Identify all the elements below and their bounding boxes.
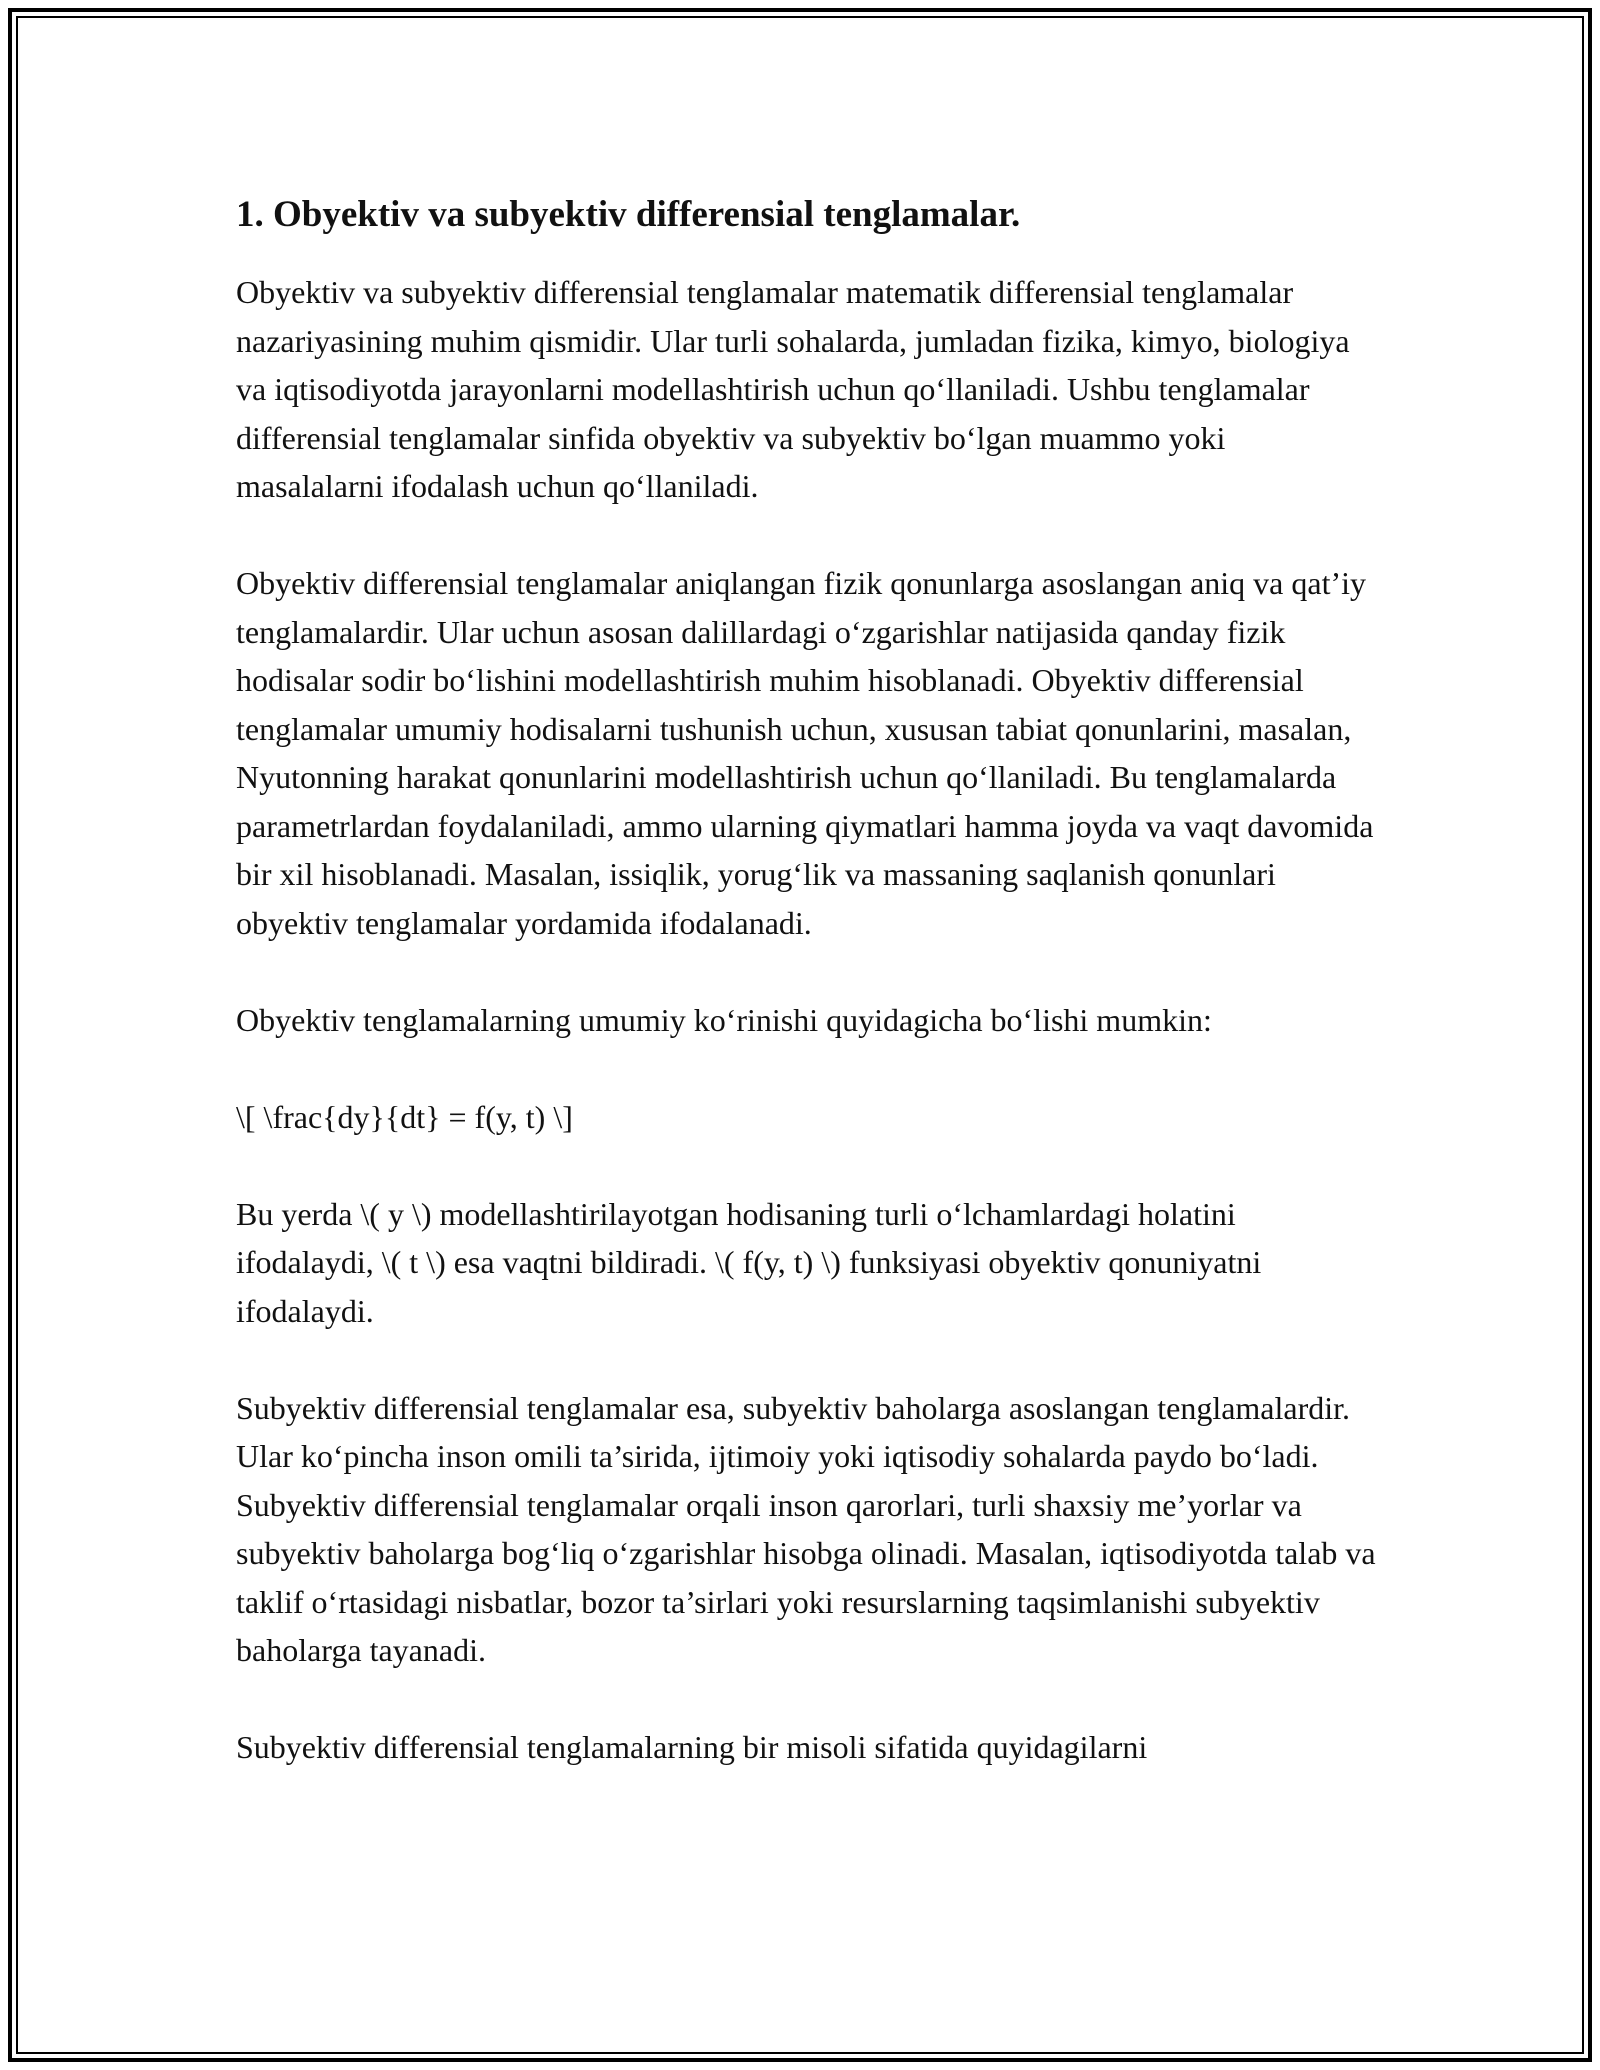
paragraph-general-form: Obyektiv tenglamalarning umumiy ko‘rinishi quyidagicha bo‘lishi mumkin: [236,1001,1212,1038]
section-heading: 1. Obyektiv va subyektiv differensial tenglamalar. [236,194,1021,235]
document-body [236,180,1376,1820]
equation-line: \[ \frac{dy}{dt} = f(y, t) \] [236,1098,573,1135]
paragraph-intro: Obyektiv va subyektiv differensial tenglamalar matematik differensial tenglamalar nazariyasining muhim qismidir. Ular turli sohalarda, jumladan fizika, kimyo, biologiya va iqtisodiyotda jarayonlarni modellashtirish uchun qo‘llaniladi. Ushbu tenglamalar differensial tenglamalar sinfida obyektiv va subyektiv bo‘lgan muammo yoki masalalarni ifodalash uchun qo‘llaniladi. [236,274,1350,504]
paragraph-subjective: Subyektiv differensial tenglamalar esa, subyektiv baholarga asoslangan tenglamalardir. Ular ko‘pincha inson omili ta’sirida, ijtimoiy yoki iqtisodiy sohalarda paydo bo‘ladi. Subyektiv differensial tenglamalar orqali inson qarorlari, turli shaxsiy me’yorlar va subyektiv baholarga bog‘liq o‘zgarishlar hisobga olinadi. Masalan, iqtisodiyotda talab va taklif o‘rtasidagi nisbatlar, bozor ta’sirlari yoki resurslarning taqsimlanishi subyektiv baholarga tayanadi. [236,1389,1376,1668]
paragraph-variables: Bu yerda \( y \) modellashtirilayotgan hodisaning turli o‘lchamlardagi holatini ifodalaydi, \( t \) esa vaqtni bildiradi. \( f(y, t) \) funksiyasi obyektiv qonuniyatni ifodalaydi. [236,1195,1262,1329]
paragraph-example: Subyektiv differensial tenglamalarning bir misoli sifatida quyidagilarni [236,1729,1148,1765]
paragraph-objective: Obyektiv differensial tenglamalar aniqlangan fizik qonunlarga asoslangan aniq va qat’iy tenglamalardir. Ular uchun asosan dalillardagi o‘zgarishlar natijasida qanday fizik hodisalar sodir bo‘lishini modellashtirish muhim hisoblanadi. Obyektiv differensial tenglamalar umumiy hodisalarni tushunish uchun, xususan tabiat qonunlarini, masalan, Nyutonning harakat qonunlarini modellashtirish uchun qo‘llaniladi. Bu tenglamalarda parametrlardan foydalaniladi, ammo ularning qiymatlari hamma joyda va vaqt davomida bir xil hisoblanadi. Masalan, issiqlik, yorug‘lik va massaning saqlanish qonunlari obyektiv tenglamalar yordamida ifodalanadi. [236,565,1374,941]
